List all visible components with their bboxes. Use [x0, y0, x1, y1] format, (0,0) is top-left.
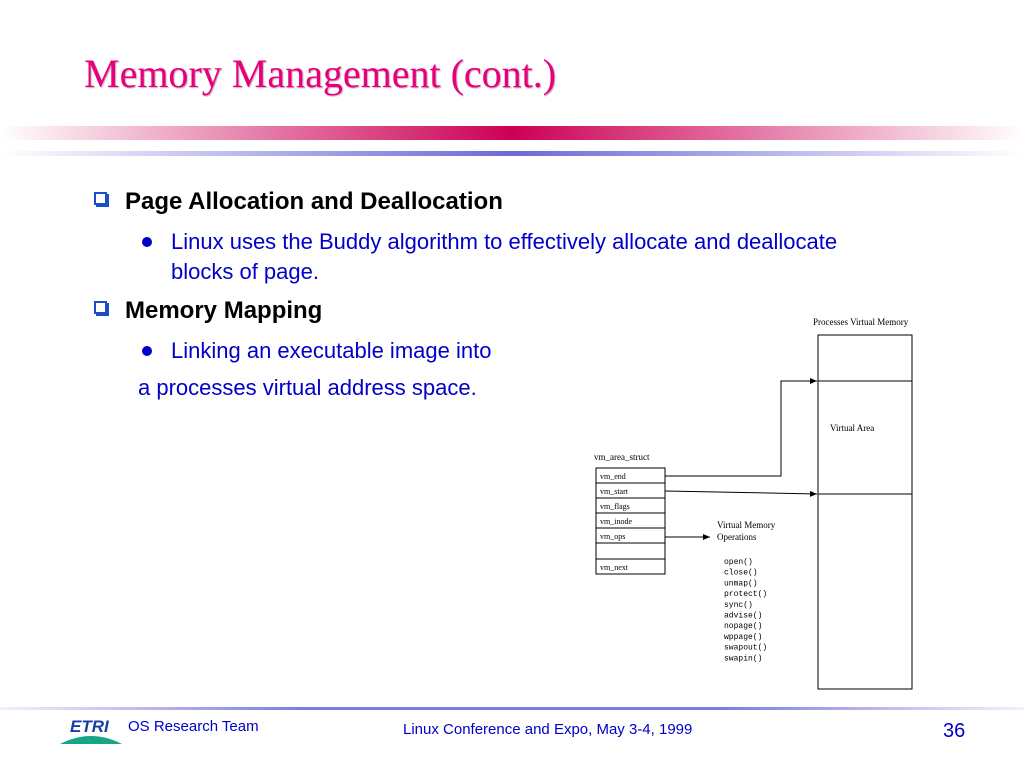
operation-item: open() [724, 558, 753, 567]
continuation-text: a processes virtual address space. [138, 375, 477, 400]
struct-fields [596, 468, 665, 574]
etri-logo [58, 716, 124, 746]
virtual-memory-column [818, 335, 912, 689]
operation-item: protect() [724, 590, 768, 600]
struct-field-label: vm_start [600, 487, 628, 496]
operation-item: swapout() [724, 643, 768, 653]
virtual-memory-label: Processes Virtual Memory [813, 317, 909, 327]
struct-field-label: vm_ops [600, 532, 626, 541]
footer-team: OS Research Team [128, 718, 259, 735]
operation-item: swapin() [724, 654, 763, 664]
operation-item: nopage() [724, 622, 763, 632]
footer-event: Linux Conference and Expo, May 3-4, 1999 [403, 721, 693, 738]
struct-label: vm_area_struct [594, 452, 650, 462]
operation-item: sync() [724, 600, 753, 610]
operation-item: wppage() [724, 632, 763, 642]
footer-divider [0, 707, 1024, 710]
struct-field-cell [596, 543, 665, 559]
struct-field-label: vm_end [600, 472, 626, 481]
title-divider-bar [0, 126, 1024, 140]
sub-bullet-linking [171, 336, 591, 366]
virtual-memory-diagram [585, 310, 925, 695]
bullet-heading-text: Memory Mapping [125, 297, 323, 324]
operation-item: close() [724, 568, 758, 578]
bullet-heading-page-allocation [125, 188, 503, 216]
svg-text:ETRI: ETRI [70, 717, 109, 736]
struct-field-label: vm_next [600, 563, 628, 572]
page-number: 36 [943, 720, 966, 742]
operation-item: advise() [724, 611, 763, 621]
operations-list [724, 558, 767, 663]
bullet-heading-text: Page Allocation and Deallocation [125, 188, 503, 215]
struct-field-label: vm_flags [600, 502, 630, 511]
slide-title: Memory Management (cont.) [84, 51, 557, 96]
operations-label-line2: Operations [717, 532, 757, 542]
sub-bullet-text: Linux uses the Buddy algorithm to effectively allocate and deallocate blocks of page. [171, 229, 838, 284]
vm-start-arrow [665, 491, 817, 494]
sub-bullet-buddy [171, 227, 841, 287]
operation-item: unmap() [724, 579, 758, 589]
title-divider-thin-bar [0, 151, 1024, 156]
bullet-heading-memory-mapping [125, 297, 322, 325]
dot-bullet-icon [142, 346, 152, 356]
checkbox-bullet-icon [94, 301, 107, 314]
struct-field-label: vm_inode [600, 517, 632, 526]
dot-bullet-icon [142, 237, 152, 247]
sub-bullet-text: Linking an executable image into [171, 338, 492, 363]
vm-end-arrow [665, 381, 817, 476]
operations-label-line1: Virtual Memory [717, 520, 776, 530]
checkbox-bullet-icon [94, 192, 107, 205]
virtual-area-label: Virtual Area [830, 423, 875, 433]
